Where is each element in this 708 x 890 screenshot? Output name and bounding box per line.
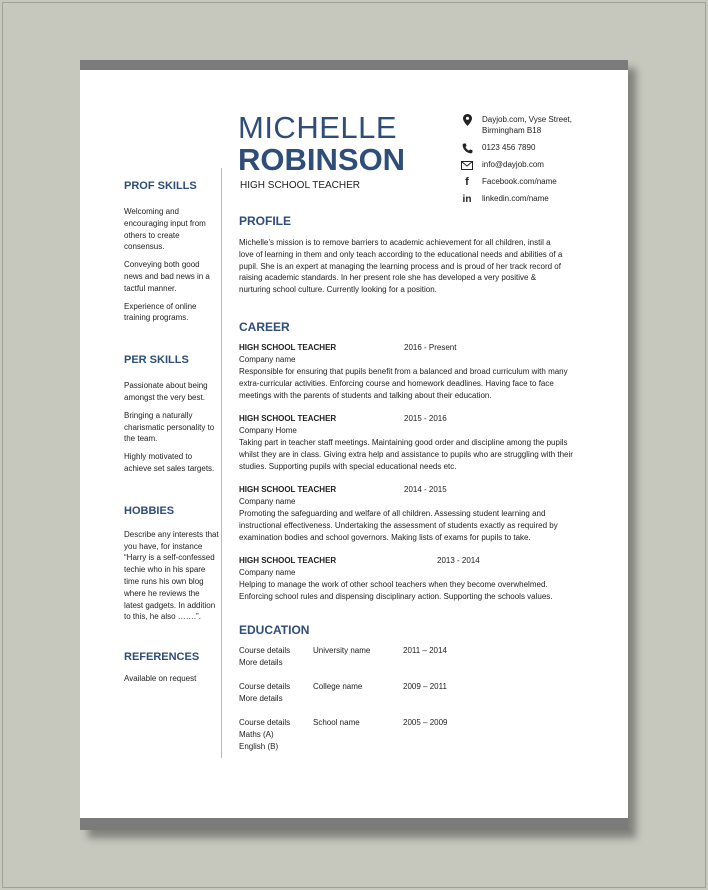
career-company: Company name xyxy=(239,567,296,577)
email-text: info@dayjob.com xyxy=(482,160,544,169)
education-institution: College name xyxy=(313,681,363,691)
prof-skill-item: Welcoming and encouraging input from others to create consensus. xyxy=(124,207,206,252)
contact-phone xyxy=(460,142,620,153)
education-entry xyxy=(239,645,579,681)
education-course-title: Course details xyxy=(239,681,291,691)
prof-skills-heading: PROF SKILLS xyxy=(124,180,197,192)
main-column xyxy=(239,214,579,753)
envelope-icon xyxy=(460,159,474,171)
education-dates: 2011 – 2014 xyxy=(403,645,447,655)
career-entry xyxy=(239,484,579,544)
career-heading: CAREER xyxy=(239,319,290,334)
phone-text: 0123 456 7890 xyxy=(482,143,536,152)
career-dates: 2013 - 2014 xyxy=(437,555,480,565)
hobbies-heading: HOBBIES xyxy=(124,504,175,517)
education-course xyxy=(239,645,290,669)
resume-page xyxy=(80,60,628,830)
hobbies-text: Describe any interests that you have, for instance “Harry is a self-confessed techie who in his spare time runs his own blog where he reviews the latest gadgets. In addition to this, he also …….”. xyxy=(124,529,219,622)
per-skills-heading: PER SKILLS xyxy=(124,354,189,367)
per-skill-item: Passionate about being amongst the very best. xyxy=(124,381,208,402)
career-role: HIGH SCHOOL TEACHER xyxy=(239,484,337,494)
education-entry xyxy=(239,717,579,753)
education-course-detail: English (B) xyxy=(239,741,279,751)
education-institution: School name xyxy=(313,717,360,727)
facebook-text: Facebook.com/name xyxy=(482,177,557,186)
career-company: Company Home xyxy=(239,425,297,435)
career-dates: 2015 - 2016 xyxy=(404,413,447,423)
education-course-detail: More details xyxy=(239,693,283,703)
education-entry xyxy=(239,681,579,717)
facebook-icon: f xyxy=(465,175,469,188)
education-heading: EDUCATION xyxy=(239,622,310,637)
career-role: HIGH SCHOOL TEACHER xyxy=(239,555,337,565)
education-course xyxy=(239,681,290,705)
education-course-detail: Maths (A) xyxy=(239,729,274,739)
references-section xyxy=(124,651,220,685)
education-section xyxy=(239,623,579,753)
contact-linkedin xyxy=(460,193,620,204)
education-course-title: Course details xyxy=(239,717,291,727)
per-skills-section xyxy=(124,354,220,475)
career-description: Taking part in teacher staff meetings. Maintaining good order and discipline among the pupils whilst they are in class. Giving extra help and assistance to pupils who are struggling with their studies. Supporting pupils with special educational needs etc. xyxy=(239,437,573,471)
profile-text: Michelle’s mission is to remove barriers to academic achievement for all children, instil a love of learning in them and only teach according to the educational needs and abilities of a pupil. She is an expert at managing the learning process and is proud of her track record of raising academic standards. In her present role she has developed a very positive & nurturing school culture. Currently looking for a position. xyxy=(239,238,563,295)
career-entry xyxy=(239,342,579,402)
linkedin-text: linkedin.com/name xyxy=(482,194,549,203)
name-last: ROBINSON xyxy=(238,142,406,177)
references-heading: REFERENCES xyxy=(124,651,200,664)
contact-block xyxy=(460,114,620,210)
address-line-1: Dayjob.com, Vyse Street, xyxy=(482,115,572,124)
contact-facebook xyxy=(460,176,620,187)
address-line-2: Birmingham B18 xyxy=(482,126,542,135)
career-entry xyxy=(239,413,579,473)
prof-skill-item: Conveying both good news and bad news in a tactful manner. xyxy=(124,260,210,293)
profile-section xyxy=(239,214,579,296)
career-dates: 2014 - 2015 xyxy=(404,484,447,494)
career-section xyxy=(239,320,579,603)
education-course xyxy=(239,717,290,753)
education-institution: University name xyxy=(313,645,371,655)
education-dates: 2005 – 2009 xyxy=(403,717,448,727)
career-company: Company name xyxy=(239,354,296,364)
prof-skills-section xyxy=(124,180,220,324)
contact-email xyxy=(460,159,620,170)
education-course-title: Course details xyxy=(239,645,291,655)
top-bar xyxy=(80,60,628,70)
per-skill-item: Highly motivated to achieve set sales targets. xyxy=(124,452,215,473)
career-role: HIGH SCHOOL TEACHER xyxy=(239,413,337,423)
career-company: Company name xyxy=(239,496,296,506)
phone-icon xyxy=(460,142,474,154)
hobbies-section xyxy=(124,505,220,623)
sidebar xyxy=(124,180,220,691)
profile-heading: PROFILE xyxy=(239,214,292,228)
career-description: Responsible for ensuring that pupils benefit from a balanced and broad curriculum with many extra-curricular activities. Enforcing course and homework deadlines. Having face to face meetings with the parents of students and talking about their education. xyxy=(239,366,568,400)
job-title: HIGH SCHOOL TEACHER xyxy=(240,180,361,191)
career-role: HIGH SCHOOL TEACHER xyxy=(239,342,337,352)
per-skill-item: Bringing a naturally charismatic personality to the team. xyxy=(124,410,215,444)
references-text: Available on request xyxy=(124,674,197,684)
name-first: MICHELLE xyxy=(238,110,398,145)
education-dates: 2009 – 2011 xyxy=(403,681,447,691)
bottom-bar xyxy=(80,818,628,830)
column-divider xyxy=(221,168,222,758)
career-description: Helping to manage the work of other school teachers when they become overwhelmed. Enforcing school rules and dispensing disciplinary action. Supporting the schools values. xyxy=(239,579,553,601)
career-description: Promoting the safeguarding and welfare of all children. Assessing student learning and instructional effectiveness. Undertaking the assessment of students exactly as required by examination bodies and school governors. Making lists of exams for pupils to take. xyxy=(239,508,558,542)
location-pin-icon xyxy=(460,114,474,126)
career-dates: 2016 - Present xyxy=(404,342,457,352)
prof-skill-item: Experience of online training programs. xyxy=(124,301,197,323)
linkedin-icon: in xyxy=(462,193,472,205)
education-course-detail: More details xyxy=(239,657,283,667)
career-entry xyxy=(239,555,579,603)
contact-address xyxy=(460,114,620,136)
